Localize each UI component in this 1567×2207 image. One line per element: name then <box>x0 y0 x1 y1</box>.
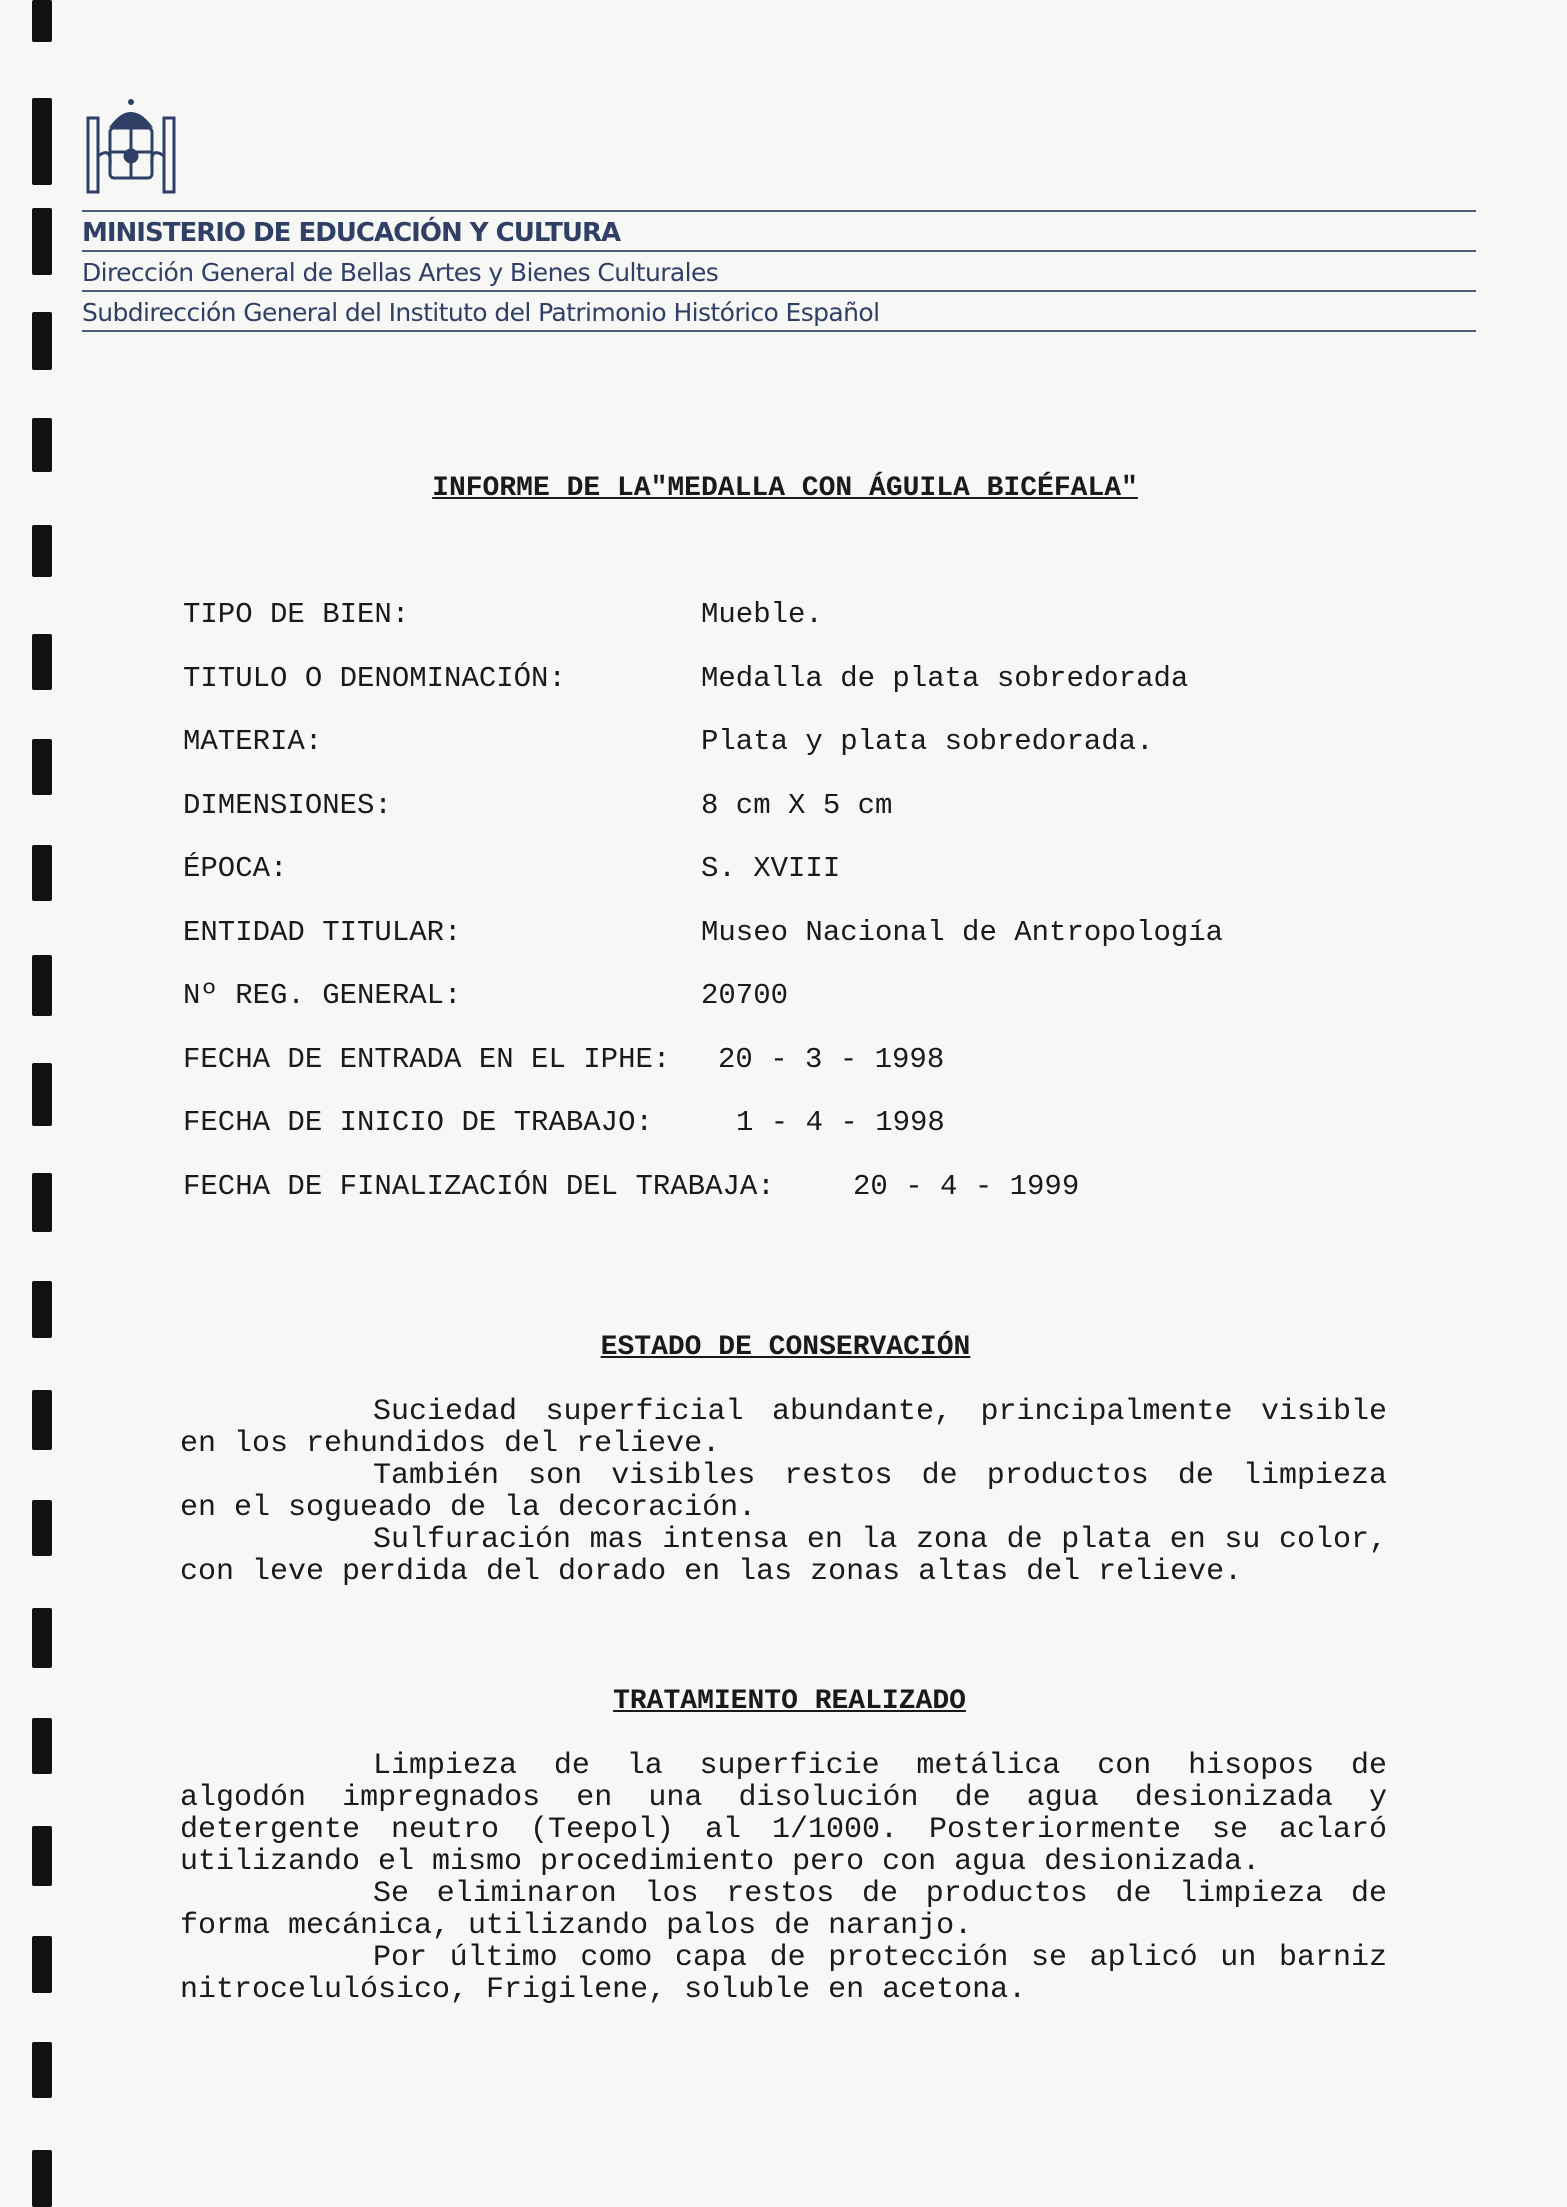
paragraph-line: algodón impregnados en una disolución de agua desionizada y <box>180 1781 1387 1815</box>
field-label: DIMENSIONES: <box>183 788 392 822</box>
binder-hole <box>32 525 52 577</box>
date-value: 1 - 4 - 1998 <box>736 1106 945 1139</box>
binder-hole <box>32 1173 52 1232</box>
coat-of-arms-logo <box>82 96 180 197</box>
paragraph-line: en el sogueado de la decoración. <box>180 1491 757 1525</box>
conservation-text <box>180 1396 1387 1588</box>
paragraph-line: detergente neutro (Teepol) al 1/1000. Posteriormente se aclaró <box>180 1813 1387 1847</box>
ministry-name: MINISTERIO DE EDUCACIÓN Y CULTURA <box>82 218 621 248</box>
field-value: 20700 <box>701 979 789 1012</box>
binder-hole <box>32 1608 52 1668</box>
field-label: Nº REG. GENERAL: <box>183 979 462 1012</box>
divider <box>82 210 1476 212</box>
paragraph-line: Por último como capa de protección se aplicó un barniz <box>373 1941 1387 1975</box>
binder-hole <box>32 98 52 185</box>
paragraph-line: También son visibles restos de productos de limpieza <box>373 1459 1387 1493</box>
direction-name: Dirección General de Bellas Artes y Bienes Culturales <box>82 258 719 287</box>
divider <box>82 250 1476 252</box>
binder-hole <box>32 312 52 370</box>
paragraph-line: Sulfuración mas intensa en la zona de plata en su color, <box>373 1523 1387 1557</box>
field-value: S. XVIII <box>701 852 841 885</box>
paragraph-line: Suciedad superficial abundante, principalmente visible <box>373 1395 1387 1429</box>
field-value: Medalla de plata sobredorada <box>701 661 1189 695</box>
divider <box>82 330 1476 332</box>
divider <box>82 290 1476 292</box>
report-title: INFORME DE LA"MEDALLA CON ÁGUILA BICÉFALA" <box>432 473 1138 504</box>
paragraph-line: en los rehundidos del relieve. <box>180 1427 721 1461</box>
binder-hole <box>32 2150 52 2207</box>
binder-hole <box>32 1281 52 1338</box>
conservation-heading: ESTADO DE CONSERVACIÓN <box>600 1332 971 1363</box>
field-label: ENTIDAD TITULAR: <box>183 915 462 949</box>
date-label: FECHA DE FINALIZACIÓN DEL TRABAJA: <box>183 1169 775 1203</box>
paragraph-line: Se eliminaron los restos de productos de limpieza de <box>373 1877 1387 1911</box>
binder-hole <box>32 739 52 795</box>
treatment-text <box>180 1750 1387 2006</box>
field-value: 8 cm X 5 cm <box>701 788 893 822</box>
treatment-heading: TRATAMIENTO REALIZADO <box>613 1686 966 1717</box>
paragraph-line: forma mecánica, utilizando palos de naranjo. <box>180 1909 973 1943</box>
binder-hole <box>32 845 52 901</box>
field-value: Mueble. <box>701 598 823 631</box>
field-label: MATERIA: <box>183 725 323 758</box>
date-value: 20 - 3 - 1998 <box>718 1042 945 1076</box>
field-label: ÉPOCA: <box>183 852 288 885</box>
binder-hole <box>32 1063 52 1126</box>
binder-hole <box>32 634 52 690</box>
date-label: FECHA DE INICIO DE TRABAJO: <box>183 1106 653 1139</box>
binder-hole <box>32 1718 52 1774</box>
binder-hole <box>32 418 52 472</box>
binder-hole <box>32 208 52 275</box>
binder-hole <box>32 1936 52 1993</box>
binder-hole <box>32 1500 52 1556</box>
paragraph-line: Limpieza de la superficie metálica con hisopos de <box>373 1749 1387 1783</box>
date-value: 20 - 4 - 1999 <box>853 1169 1080 1203</box>
field-label: TITULO O DENOMINACIÓN: <box>183 661 566 695</box>
binder-hole <box>32 1390 52 1450</box>
date-label: FECHA DE ENTRADA EN EL IPHE: <box>183 1042 671 1076</box>
paragraph-line: nitrocelulósico, Frigilene, soluble en acetona. <box>180 1973 1027 2007</box>
binder-hole <box>32 1826 52 1886</box>
field-value: Museo Nacional de Antropología <box>701 915 1224 949</box>
paragraph-line: con leve perdida del dorado en las zonas altas del relieve. <box>180 1555 1243 1589</box>
field-label: TIPO DE BIEN: <box>183 598 410 631</box>
binder-hole <box>32 2042 52 2098</box>
binder-hole <box>32 0 52 42</box>
paragraph-line: utilizando el mismo procedimiento pero con agua desionizada. <box>180 1845 1261 1879</box>
field-value: Plata y plata sobredorada. <box>701 725 1154 758</box>
binder-hole <box>32 955 52 1016</box>
subdirection-name: Subdirección General del Instituto del Patrimonio Histórico Español <box>82 298 880 327</box>
